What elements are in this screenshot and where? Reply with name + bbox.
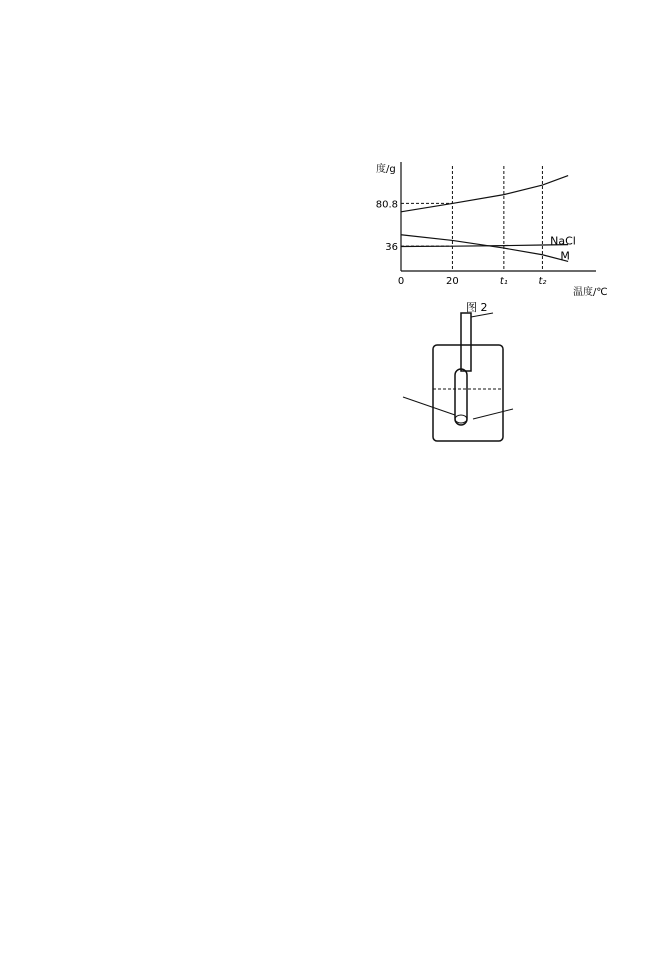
- solubility-chart-1: [8, 3, 328, 213]
- answers-title-wrap: [343, 452, 646, 475]
- left-column: [8, 0, 328, 239]
- x-tick-label: t₁: [499, 276, 508, 287]
- x-tick-label: 0: [397, 276, 405, 287]
- solubility-chart-2: [343, 3, 643, 153]
- y-tick-label: 36: [385, 242, 398, 254]
- beaker-figure: [343, 309, 643, 449]
- series-line-2: [401, 235, 568, 262]
- figure-caption: 图 2: [466, 301, 488, 314]
- series-line-0: [401, 176, 568, 212]
- solubility-chart-3: [343, 156, 643, 314]
- y-axis-label: 度/g: [376, 164, 396, 175]
- y-tick-label: 80.8: [375, 199, 398, 211]
- x-tick-label: t₂: [538, 276, 547, 287]
- section-title-wrap: [8, 216, 328, 239]
- right-column: [343, 0, 646, 475]
- x-tick-label: 20: [446, 276, 459, 287]
- series-label: M: [560, 249, 570, 263]
- x-axis-label: 温度/℃: [573, 287, 608, 298]
- series-label: NaCl: [550, 234, 576, 248]
